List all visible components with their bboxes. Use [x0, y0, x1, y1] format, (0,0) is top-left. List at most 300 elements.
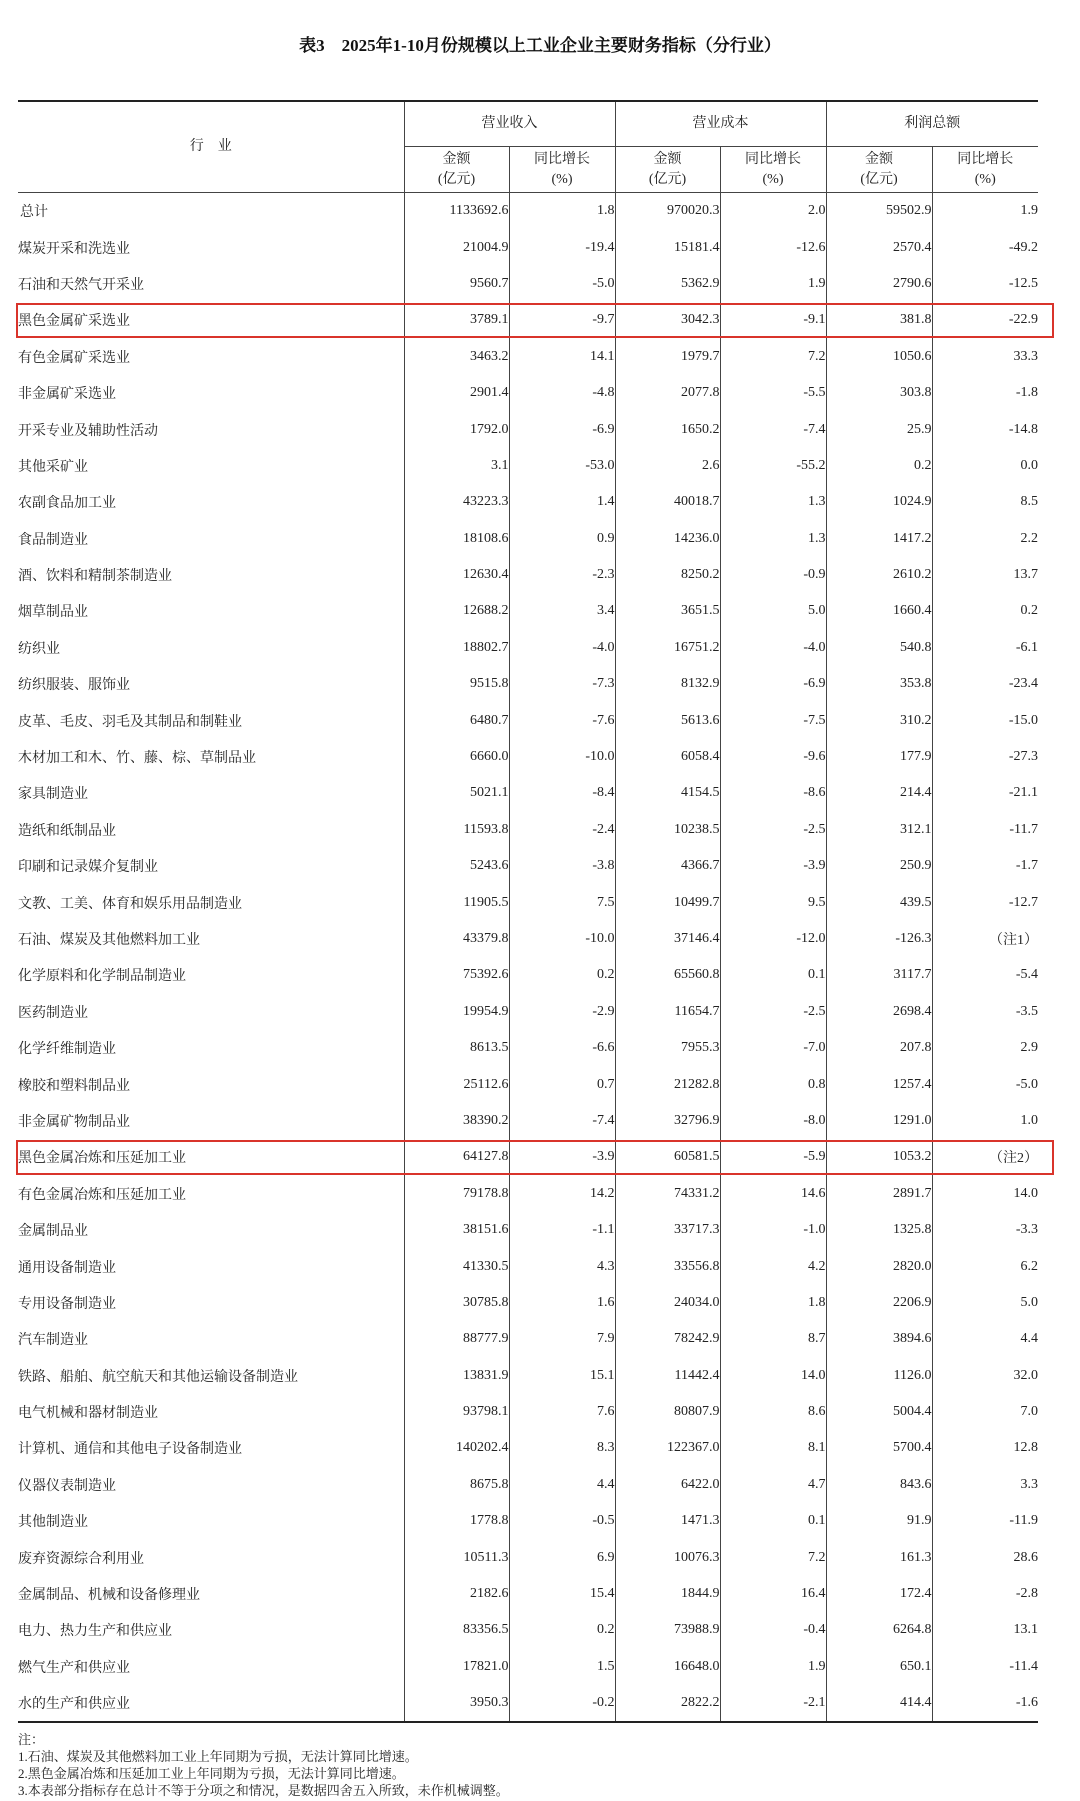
growth-label: 同比增长 — [957, 151, 1014, 167]
cost-amount-cell: 65560.8 — [615, 957, 720, 993]
cost-amount-cell: 32796.9 — [615, 1103, 720, 1139]
revenue-amount-cell: 9560.7 — [404, 266, 509, 302]
table-row — [18, 994, 1038, 1030]
revenue-growth-cell: -4.8 — [509, 375, 615, 411]
profit-growth-cell: 28.6 — [1013, 1549, 1038, 1565]
growth-label: 同比增长 — [745, 151, 801, 167]
profit-amount-cell: 3117.7 — [826, 957, 932, 993]
profit-growth-cell: -6.1 — [1015, 639, 1038, 655]
table-row — [18, 775, 1038, 811]
profit-growth-cell: -21.1 — [1008, 785, 1038, 801]
profit-growth-cell: 13.1 — [1013, 1622, 1038, 1638]
industry-name-cell: 电气机械和器材制造业 — [18, 1394, 404, 1430]
table-row — [18, 1139, 1038, 1175]
cost-amount-cell: 40018.7 — [615, 484, 720, 520]
profit-growth-cell: -23.4 — [1008, 676, 1038, 692]
profit-growth-cell: 0.2 — [1020, 603, 1038, 619]
profit-growth-cell: -22.9 — [1008, 312, 1038, 328]
cost-growth-cell: -8.0 — [720, 1103, 826, 1139]
revenue-growth-cell: -3.9 — [509, 1139, 615, 1175]
profit-amount-header — [826, 147, 932, 193]
amount-label: 金额 — [653, 151, 682, 167]
cost-amount-cell: 11654.7 — [615, 994, 720, 1030]
cost-amount-cell: 60581.5 — [615, 1139, 720, 1175]
profit-growth-cell: 4.4 — [1020, 1331, 1038, 1347]
cost-amount-cell: 11442.4 — [615, 1358, 720, 1394]
industry-name-cell: 木材加工和木、竹、藤、棕、草制品业 — [18, 739, 404, 775]
cost-growth-cell: -7.0 — [720, 1030, 826, 1066]
profit-growth-cell: 33.3 — [1013, 348, 1038, 364]
table-row — [18, 375, 1038, 411]
table-row — [18, 1248, 1038, 1284]
industry-name-cell: 食品制造业 — [18, 521, 404, 557]
revenue-amount-cell: 30785.8 — [404, 1285, 509, 1321]
cost-growth-cell: -5.9 — [720, 1139, 826, 1175]
profit-amount-cell: 1291.0 — [826, 1103, 932, 1139]
revenue-amount-cell: 5243.6 — [404, 848, 509, 884]
revenue-amount-cell: 88777.9 — [404, 1321, 509, 1357]
revenue-growth-cell: -2.3 — [509, 557, 615, 593]
profit-amount-cell: 843.6 — [826, 1467, 932, 1503]
profit-growth-cell: （注1） — [989, 933, 1038, 948]
industry-name-cell: 纺织服装、服饰业 — [18, 666, 404, 702]
cost-amount-cell: 10076.3 — [615, 1539, 720, 1575]
revenue-amount-cell: 3463.2 — [404, 339, 509, 375]
cost-growth-cell: -3.9 — [720, 848, 826, 884]
industry-name-cell: 家具制造业 — [18, 775, 404, 811]
profit-growth-cell: 2.2 — [1020, 530, 1038, 546]
table-row — [18, 702, 1038, 738]
financial-indicators-table — [18, 100, 1038, 1723]
cost-amount-cell: 16751.2 — [615, 630, 720, 666]
industry-name-cell: 仪器仪表制造业 — [18, 1467, 404, 1503]
industry-name-cell: 金属制品、机械和设备修理业 — [18, 1576, 404, 1612]
amount-label: 金额 — [865, 151, 893, 167]
cost-amount-cell: 3042.3 — [615, 302, 720, 338]
cost-growth-cell: -7.4 — [720, 411, 826, 447]
cost-amount-cell: 6422.0 — [615, 1467, 720, 1503]
cost-growth-cell: 7.2 — [720, 339, 826, 375]
profit-growth-cell: （注2） — [989, 1151, 1038, 1167]
cost-growth-cell: 7.2 — [720, 1539, 826, 1575]
profit-amount-cell: 353.8 — [826, 666, 932, 702]
table-row — [18, 957, 1038, 993]
table-row — [18, 1285, 1038, 1321]
revenue-growth-cell: -6.6 — [509, 1030, 615, 1066]
cost-growth-cell: 8.7 — [720, 1321, 826, 1357]
growth-label: 同比增长 — [534, 151, 590, 167]
table-row — [18, 521, 1038, 557]
revenue-growth-cell: -6.9 — [509, 411, 615, 447]
revenue-growth-cell: -7.4 — [509, 1103, 615, 1139]
industry-name-cell: 有色金属矿采选业 — [18, 339, 404, 375]
revenue-growth-cell: -53.0 — [509, 448, 615, 484]
profit-growth-cell: -11.9 — [1009, 1513, 1038, 1529]
profit-growth-cell: -5.4 — [1015, 967, 1038, 983]
profit-amount-cell: 1257.4 — [826, 1066, 932, 1102]
table-row — [18, 266, 1038, 302]
table-row — [18, 1176, 1038, 1212]
industry-name-cell: 废弃资源综合利用业 — [18, 1539, 404, 1575]
revenue-amount-cell: 25112.6 — [404, 1066, 509, 1102]
profit-growth-cell: 1.9 — [1020, 203, 1038, 219]
cost-amount-cell: 4366.7 — [615, 848, 720, 884]
cost-amount-cell: 2822.2 — [615, 1685, 720, 1722]
industry-name-cell: 其他制造业 — [18, 1503, 404, 1539]
revenue-amount-cell: 75392.6 — [404, 957, 509, 993]
cost-growth-cell: -2.5 — [720, 812, 826, 848]
table-row — [18, 1430, 1038, 1466]
group-header-row — [18, 101, 1038, 147]
industry-name-cell: 电力、热力生产和供应业 — [18, 1612, 404, 1648]
revenue-amount-cell: 2182.6 — [404, 1576, 509, 1612]
growth-unit: (%) — [762, 171, 784, 187]
amount-unit: (亿元) — [860, 171, 898, 187]
profit-growth-cell: 2.9 — [1020, 1040, 1038, 1056]
industry-name-cell: 通用设备制造业 — [18, 1248, 404, 1284]
table-row — [18, 1066, 1038, 1102]
cost-group-header: 营业成本 — [615, 101, 826, 147]
profit-growth-cell: -2.8 — [1015, 1586, 1038, 1602]
industry-name-cell: 石油和天然气开采业 — [18, 266, 404, 302]
revenue-growth-header — [509, 147, 615, 193]
revenue-growth-cell: 4.3 — [509, 1248, 615, 1284]
industry-name-cell: 皮革、毛皮、羽毛及其制品和制鞋业 — [18, 702, 404, 738]
profit-growth-cell: 3.3 — [1020, 1476, 1038, 1492]
cost-growth-cell: 14.0 — [720, 1358, 826, 1394]
cost-growth-cell: 5.0 — [720, 593, 826, 629]
revenue-amount-cell: 38151.6 — [404, 1212, 509, 1248]
cost-growth-cell: 0.8 — [720, 1066, 826, 1102]
industry-name-cell: 烟草制品业 — [18, 593, 404, 629]
industry-name-cell: 总计 — [18, 193, 404, 230]
profit-amount-cell: 1053.2 — [826, 1139, 932, 1175]
revenue-growth-cell: -7.6 — [509, 702, 615, 738]
profit-growth-cell: 6.2 — [1020, 1258, 1038, 1274]
revenue-growth-cell: 1.5 — [509, 1649, 615, 1685]
cost-amount-cell: 73988.9 — [615, 1612, 720, 1648]
table-row — [18, 593, 1038, 629]
revenue-growth-cell: 0.2 — [509, 957, 615, 993]
industry-name-cell: 纺织业 — [18, 630, 404, 666]
profit-amount-cell: 381.8 — [826, 302, 932, 338]
cost-growth-cell: 0.1 — [720, 957, 826, 993]
profit-growth-cell: 32.0 — [1013, 1367, 1038, 1383]
revenue-amount-cell: 13831.9 — [404, 1358, 509, 1394]
revenue-growth-cell: -8.4 — [509, 775, 615, 811]
industry-name-cell: 橡胶和塑料制品业 — [18, 1066, 404, 1102]
cost-amount-cell: 2.6 — [615, 448, 720, 484]
revenue-amount-cell: 43223.3 — [404, 484, 509, 520]
industry-name-cell: 石油、煤炭及其他燃料加工业 — [18, 921, 404, 957]
cost-amount-cell: 74331.2 — [615, 1176, 720, 1212]
revenue-group-header: 营业收入 — [404, 101, 615, 147]
profit-amount-cell: 312.1 — [826, 812, 932, 848]
note-item: 1.石油、煤炭及其他燃料加工业上年同期为亏损，无法计算同比增速。 — [18, 1749, 418, 1764]
profit-growth-cell: -15.0 — [1008, 712, 1038, 728]
note-item: 2.黑色金属冶炼和压延加工业上年同期为亏损，无法计算同比增速。 — [18, 1766, 405, 1781]
growth-unit: (%) — [551, 171, 573, 187]
profit-group-header: 利润总额 — [826, 101, 1038, 147]
table-row — [18, 666, 1038, 702]
profit-growth-cell: 13.7 — [1013, 567, 1038, 583]
profit-amount-cell: 2891.7 — [826, 1176, 932, 1212]
revenue-growth-cell: 15.4 — [509, 1576, 615, 1612]
cost-growth-cell: 8.1 — [720, 1430, 826, 1466]
table-row — [18, 739, 1038, 775]
industry-name-cell: 印刷和记录媒介复制业 — [18, 848, 404, 884]
profit-growth-cell: 8.5 — [1020, 494, 1038, 510]
cost-growth-cell: -0.9 — [720, 557, 826, 593]
cost-growth-cell: -12.6 — [720, 229, 826, 265]
industry-name-cell: 其他采矿业 — [18, 448, 404, 484]
table-row — [18, 884, 1038, 920]
profit-growth-cell: -12.5 — [1008, 275, 1038, 291]
revenue-growth-cell: 1.8 — [509, 193, 615, 230]
profit-growth-cell: 7.0 — [1020, 1404, 1038, 1420]
profit-amount-cell: 2698.4 — [826, 994, 932, 1030]
revenue-amount-cell: 3789.1 — [404, 302, 509, 338]
profit-growth-cell: 12.8 — [1013, 1440, 1038, 1456]
profit-growth-cell: 14.0 — [1013, 1185, 1038, 1201]
profit-amount-cell: 2610.2 — [826, 557, 932, 593]
industry-name-cell: 黑色金属矿采选业 — [18, 302, 404, 338]
profit-amount-cell: 439.5 — [826, 884, 932, 920]
table-row — [18, 1212, 1038, 1248]
revenue-amount-cell: 10511.3 — [404, 1539, 509, 1575]
notes-heading: 注： — [18, 1732, 45, 1747]
revenue-growth-cell: -0.2 — [509, 1685, 615, 1722]
table-row — [18, 1576, 1038, 1612]
cost-amount-cell: 10499.7 — [615, 884, 720, 920]
profit-growth-cell: -5.0 — [1015, 1076, 1038, 1092]
table-row — [18, 848, 1038, 884]
profit-amount-cell: 91.9 — [826, 1503, 932, 1539]
cost-growth-cell: 8.6 — [720, 1394, 826, 1430]
revenue-amount-cell: 11905.5 — [404, 884, 509, 920]
cost-growth-cell: 1.9 — [720, 1649, 826, 1685]
profit-amount-cell: 5004.4 — [826, 1394, 932, 1430]
revenue-growth-cell: 7.5 — [509, 884, 615, 920]
revenue-amount-cell: 1133692.6 — [404, 193, 509, 230]
profit-amount-cell: 1024.9 — [826, 484, 932, 520]
cost-growth-cell: -5.5 — [720, 375, 826, 411]
cost-amount-cell: 78242.9 — [615, 1321, 720, 1357]
revenue-amount-cell: 43379.8 — [404, 921, 509, 957]
cost-amount-cell: 37146.4 — [615, 921, 720, 957]
revenue-amount-header — [404, 147, 509, 193]
revenue-growth-cell: -10.0 — [509, 739, 615, 775]
revenue-amount-cell: 93798.1 — [404, 1394, 509, 1430]
profit-amount-cell: 1417.2 — [826, 521, 932, 557]
industry-name-cell: 酒、饮料和精制茶制造业 — [18, 557, 404, 593]
revenue-growth-cell: 0.9 — [509, 521, 615, 557]
revenue-growth-cell: -1.1 — [509, 1212, 615, 1248]
cost-amount-cell: 24034.0 — [615, 1285, 720, 1321]
revenue-amount-cell: 6480.7 — [404, 702, 509, 738]
cost-amount-cell: 16648.0 — [615, 1649, 720, 1685]
table-row — [18, 229, 1038, 265]
cost-growth-cell: -12.0 — [720, 921, 826, 957]
revenue-growth-cell: 3.4 — [509, 593, 615, 629]
cost-growth-cell: -2.1 — [720, 1685, 826, 1722]
cost-amount-cell: 15181.4 — [615, 229, 720, 265]
cost-amount-cell: 33717.3 — [615, 1212, 720, 1248]
profit-growth-cell: -3.5 — [1015, 1003, 1038, 1019]
industry-name-cell: 化学纤维制造业 — [18, 1030, 404, 1066]
cost-growth-cell: -6.9 — [720, 666, 826, 702]
revenue-growth-cell: -0.5 — [509, 1503, 615, 1539]
revenue-amount-cell: 8613.5 — [404, 1030, 509, 1066]
cost-growth-cell: 1.3 — [720, 521, 826, 557]
profit-amount-cell: 0.2 — [826, 448, 932, 484]
cost-amount-cell: 33556.8 — [615, 1248, 720, 1284]
revenue-amount-cell: 18802.7 — [404, 630, 509, 666]
revenue-amount-cell: 1792.0 — [404, 411, 509, 447]
table-row — [18, 1321, 1038, 1357]
revenue-growth-cell: -7.3 — [509, 666, 615, 702]
cost-amount-cell: 21282.8 — [615, 1066, 720, 1102]
table-row — [18, 1649, 1038, 1685]
revenue-growth-cell: 7.9 — [509, 1321, 615, 1357]
total-row — [18, 193, 1038, 230]
profit-amount-cell: 25.9 — [826, 411, 932, 447]
cost-amount-cell: 970020.3 — [615, 193, 720, 230]
profit-amount-cell: 6264.8 — [826, 1612, 932, 1648]
industry-name-cell: 燃气生产和供应业 — [18, 1649, 404, 1685]
cost-amount-cell: 10238.5 — [615, 812, 720, 848]
cost-growth-cell: -4.0 — [720, 630, 826, 666]
revenue-amount-cell: 11593.8 — [404, 812, 509, 848]
profit-amount-cell: 5700.4 — [826, 1430, 932, 1466]
industry-name-cell: 铁路、船舶、航空航天和其他运输设备制造业 — [18, 1358, 404, 1394]
cost-growth-cell: 4.7 — [720, 1467, 826, 1503]
profit-amount-cell: 2820.0 — [826, 1248, 932, 1284]
page-title: 表3 2025年1-10月份规模以上工业企业主要财务指标（分行业） — [299, 36, 781, 55]
table-row — [18, 1394, 1038, 1430]
industry-name-cell: 计算机、通信和其他电子设备制造业 — [18, 1430, 404, 1466]
table-row — [18, 1103, 1038, 1139]
revenue-amount-cell: 12630.4 — [404, 557, 509, 593]
profit-amount-cell: 214.4 — [826, 775, 932, 811]
table-header — [18, 101, 1038, 193]
cost-amount-cell: 8250.2 — [615, 557, 720, 593]
table-row — [18, 812, 1038, 848]
cost-growth-cell: 1.3 — [720, 484, 826, 520]
cost-amount-cell: 80807.9 — [615, 1394, 720, 1430]
revenue-amount-cell: 21004.9 — [404, 229, 509, 265]
profit-growth-cell: -11.7 — [1009, 821, 1038, 837]
cost-growth-cell: 2.0 — [720, 193, 826, 230]
cost-growth-cell: 1.9 — [720, 266, 826, 302]
profit-growth-cell: -3.3 — [1015, 1222, 1038, 1238]
cost-growth-cell: -7.5 — [720, 702, 826, 738]
revenue-growth-cell: 6.9 — [509, 1539, 615, 1575]
revenue-growth-cell: -10.0 — [509, 921, 615, 957]
profit-amount-cell: -126.3 — [826, 921, 932, 957]
profit-amount-cell: 1660.4 — [826, 593, 932, 629]
revenue-amount-cell: 12688.2 — [404, 593, 509, 629]
revenue-amount-cell: 79178.8 — [404, 1176, 509, 1212]
profit-growth-cell: -1.8 — [1015, 385, 1038, 401]
industry-name-cell: 化学原料和化学制品制造业 — [18, 957, 404, 993]
cost-growth-cell: -55.2 — [720, 448, 826, 484]
cost-growth-cell: 4.2 — [720, 1248, 826, 1284]
table-row — [18, 557, 1038, 593]
profit-growth-cell: -1.7 — [1015, 858, 1038, 874]
table-row — [18, 1612, 1038, 1648]
cost-amount-cell: 1844.9 — [615, 1576, 720, 1612]
industry-name-cell: 专用设备制造业 — [18, 1285, 404, 1321]
note-item: 3.本表部分指标存在总计不等于分项之和情况，是数据四舍五入所致，未作机械调整。 — [18, 1783, 509, 1798]
revenue-growth-cell: 7.6 — [509, 1394, 615, 1430]
revenue-amount-cell: 140202.4 — [404, 1430, 509, 1466]
revenue-amount-cell: 18108.6 — [404, 521, 509, 557]
industry-name-cell: 金属制品业 — [18, 1212, 404, 1248]
revenue-growth-cell: -2.9 — [509, 994, 615, 1030]
industry-column-header: 行 业 — [18, 101, 404, 193]
revenue-amount-cell: 8675.8 — [404, 1467, 509, 1503]
revenue-growth-cell: 4.4 — [509, 1467, 615, 1503]
profit-growth-cell: -49.2 — [1008, 239, 1038, 255]
table-row — [18, 1358, 1038, 1394]
industry-name-cell: 黑色金属冶炼和压延加工业 — [18, 1139, 404, 1175]
profit-amount-cell: 2206.9 — [826, 1285, 932, 1321]
revenue-growth-cell: -5.0 — [509, 266, 615, 302]
revenue-amount-cell: 64127.8 — [404, 1139, 509, 1175]
cost-growth-cell: -8.6 — [720, 775, 826, 811]
revenue-growth-cell: 1.4 — [509, 484, 615, 520]
table-row — [18, 1685, 1038, 1722]
revenue-amount-cell: 17821.0 — [404, 1649, 509, 1685]
revenue-amount-cell: 19954.9 — [404, 994, 509, 1030]
cost-amount-cell: 1471.3 — [615, 1503, 720, 1539]
profit-growth-cell: -1.6 — [932, 1685, 1038, 1722]
revenue-growth-cell: -19.4 — [509, 229, 615, 265]
profit-amount-cell: 1126.0 — [826, 1358, 932, 1394]
table-row — [18, 1539, 1038, 1575]
profit-growth-cell: 1.0 — [1020, 1112, 1038, 1128]
revenue-growth-cell: 8.3 — [509, 1430, 615, 1466]
revenue-amount-cell: 3950.3 — [404, 1685, 509, 1722]
cost-amount-cell: 6058.4 — [615, 739, 720, 775]
notes-section — [18, 1731, 1058, 1799]
revenue-growth-cell: 14.2 — [509, 1176, 615, 1212]
profit-growth-cell: -12.7 — [1008, 894, 1038, 910]
amount-unit: (亿元) — [648, 171, 687, 187]
growth-unit: (%) — [974, 171, 996, 187]
profit-amount-cell: 3894.6 — [826, 1321, 932, 1357]
profit-amount-cell: 540.8 — [826, 630, 932, 666]
table-row — [18, 630, 1038, 666]
cost-amount-cell: 5613.6 — [615, 702, 720, 738]
cost-amount-cell: 1650.2 — [615, 411, 720, 447]
table-row — [18, 411, 1038, 447]
profit-amount-cell: 310.2 — [826, 702, 932, 738]
industry-name-cell: 医药制造业 — [18, 994, 404, 1030]
cost-growth-cell: 14.6 — [720, 1176, 826, 1212]
table-row — [18, 1030, 1038, 1066]
revenue-amount-cell: 5021.1 — [404, 775, 509, 811]
industry-name-cell: 煤炭开采和洗选业 — [18, 229, 404, 265]
table-row — [18, 1503, 1038, 1539]
cost-growth-cell: -0.4 — [720, 1612, 826, 1648]
profit-amount-cell: 207.8 — [826, 1030, 932, 1066]
industry-name-cell: 水的生产和供应业 — [18, 1685, 404, 1722]
profit-amount-cell: 250.9 — [826, 848, 932, 884]
cost-growth-cell: 1.8 — [720, 1285, 826, 1321]
profit-amount-cell: 161.3 — [826, 1539, 932, 1575]
